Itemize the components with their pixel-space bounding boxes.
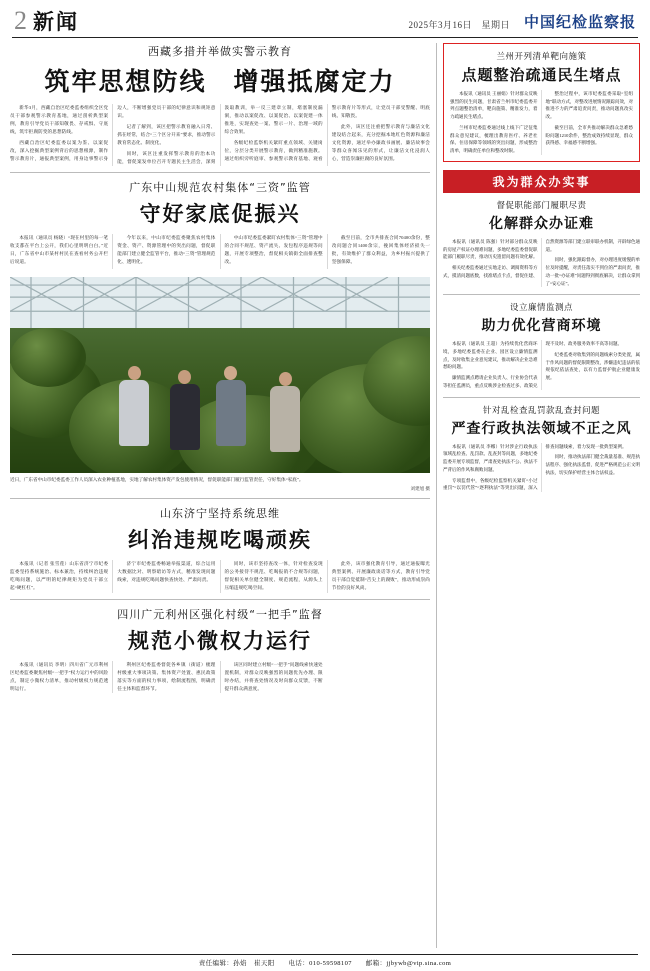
article-headline: 规范小微权力运行 — [128, 629, 312, 654]
page-content — [10, 43, 640, 948]
article-body — [443, 340, 640, 389]
person — [119, 366, 149, 446]
paragraph: 同时，该市坚持查改一体，针对检查发现的公务接待不规范、吃喝报销不合规等问题，督促相关单位健全制度、规范流程，从源头上压缩违规吃喝空间。 — [224, 561, 323, 591]
article-headline: 点题整治疏通民生堵点 — [461, 66, 622, 84]
photo-credit: 刘建旭 摄 — [410, 486, 430, 492]
page-number: 2 — [14, 6, 27, 35]
article-certificate-difficulty — [443, 199, 640, 287]
article-shoulder: 山东济宁坚持系统思维 — [160, 507, 280, 521]
article-shoulder: 兰州开列清单靶向施策 — [496, 52, 587, 62]
paragraph: 新华3月，西藏自治区纪委监委组织全区党员干部参观警示教育基地，通过剖析典型案例，教育引导党员干部知敬畏、存戒惧、守底线，筑牢拒腐防变的思想防线。 — [10, 105, 109, 135]
paragraph: 济宁市纪委监委畅通举报渠道，综合运用大数据比对、明察暗访等方式，精准发现问题线索，对违规吃喝问题快查快处、严肃问责。 — [117, 561, 216, 583]
paragraph: 本报讯（通讯员 李娜）针对涉企行政执法领域乱检查、乱罚款、乱查封等问题，多地纪委监委开展专项监督，严肃查处执法不公、执法不严背后的作风和腐败问题。 — [443, 443, 538, 472]
photo-caption: 近日，广东省中山市纪委监委工作人员深入农业种植基地，实地了解农村集体资产发包使用情况，督促职能部门履行监管责任，守好集体“家底”。 — [10, 477, 304, 483]
article-shoulder: 督促职能部门履职尽责 — [496, 200, 587, 211]
paragraph: 本报讯（通讯员 王超）为持续优化营商环境，多地纪委监委在企业、园区设立廉情监测点，及时收集企业意见建议，推动解决企业急难愁盼问题。 — [443, 341, 538, 370]
article-headline: 化解群众办证难 — [489, 215, 594, 232]
article-body — [10, 234, 430, 269]
article-headline: 筑牢思想防线 增强抵腐定力 — [44, 67, 396, 96]
divider — [10, 172, 430, 173]
plant — [10, 328, 86, 387]
paragraph: 截至目前，全市共排查合同70400余份，整改问题合同1400余宗，挽回集体经济损失一批，有效维护了群众利益，为乡村振兴提供了坚强保障。 — [331, 235, 430, 265]
article-headline: 守好家底促振兴 — [139, 202, 301, 227]
person — [170, 370, 200, 450]
article-body — [10, 661, 430, 693]
article-lizhou-village-power — [10, 606, 430, 693]
article-shoulder: 西藏多措并举做实警示教育 — [148, 45, 292, 58]
paragraph: 兰州市纪委监委通过线上线下广泛征集群众意见建议，梳理出教育医疗、养老社保、住房保障等领域的突出问题，形成整治清单，明确责任单位和整改时限。 — [450, 124, 538, 154]
paragraph: 本报讯（通讯员 王丽娟）针对群众反映强烈的民生问题，甘肃省兰州市纪委监委开列点题整治清单，靶向施策、精准发力，着力疏通民生堵点。 — [450, 91, 538, 120]
paper-logo: 中国纪检监察报 — [523, 13, 636, 31]
article-body — [450, 90, 633, 155]
left-column — [10, 43, 437, 948]
paragraph: 中山市纪委监委紧盯农村集体“三资”管理中的合同不规范、资产流失、发包程序违规等问题，开展专项整治，督促相关镇街全面排查整改。 — [224, 235, 323, 265]
divider — [443, 294, 640, 295]
article-body — [10, 560, 430, 593]
section-banner: 我为群众办实事 — [443, 170, 640, 193]
paragraph: 记者了解到，该区把警示教育融入日常、抓在经常，结合“三个区分开来”要求，推动警示教育常态化、制度化。 — [117, 124, 216, 146]
paragraph: 相关纪委监委通过实地走访、调阅资料等方式，摸清问题底数，找准堵点卡点，督促住建、自然资源等部门建立联审联办机制，开辟绿色通道。 — [443, 238, 640, 278]
article-tibet-warning-education — [10, 43, 430, 166]
article-body — [10, 104, 430, 166]
paragraph: 本报讯（通讯员 李明）四川省广元市利州区纪委监委聚焦村级“一把手”权力运行中的风险点，制定小微权力清单，推动村级权力规范透明运行。 — [10, 662, 109, 692]
article-jining-banquet — [10, 505, 430, 593]
paragraph: 西藏自治区纪委监委以案为鉴、以案促改，深入挖掘典型案例背后的思想根源，制作警示教育片，通报典型案例，用身边事警示身边人，不断增强党员干部的纪律意识和规矩意识。 — [10, 105, 216, 162]
right-column — [437, 43, 640, 948]
publication-date: 2025年3月16日 星期日 — [408, 20, 510, 30]
person — [270, 372, 300, 452]
masthead — [10, 0, 640, 34]
paragraph: 本报讯（通讯员 杨晓）“现在村里的每一笔收支都在平台上公开，我们心里明明白白。”近日，广东省中山市某村村民在查看村务公开栏后说道。 — [10, 235, 109, 265]
article-shoulder: 四川广元利州区强化村级“一把手”监督 — [117, 608, 323, 622]
person — [216, 366, 246, 446]
divider — [10, 599, 430, 600]
paragraph: 利州区纪委监委督促各乡镇（街道）梳理村级重大事项决策、集体资产处置、惠民政策落实等方面的权力事项，绘制流程图，明确责任主体和监督环节。 — [117, 662, 216, 692]
paragraph: 各级纪检监察机关紧盯重点领域、关键岗位，分层分类开展警示教育，做到精准施教。通过组织旁听庭审、参观警示教育基地、观看警示教育片等形式，让党员干部受警醒、明底线、知敬畏。 — [224, 105, 430, 162]
article-law-enforcement — [443, 404, 640, 492]
paragraph: 今年以来，中山市纪委监委聚焦农村集体资金、资产、资源管理中的突出问题，督促职能部门建立健全监管平台，推动“三资”管理规范化、透明化。 — [117, 235, 216, 265]
article-zhongshan-rural-assets — [10, 179, 430, 269]
paragraph: 该区同时建立村级“一把手”问题线索快速处置机制，对群众反映强烈的问题优先办理、限时办结，并将查处情况及时向群众反馈，不断提升群众满意度。 — [224, 662, 323, 692]
article-business-environment — [443, 301, 640, 389]
paragraph: 纪委监委对收集到的问题线索分类处置，属于作风问题的督促限期整改，涉嫌违纪违法的依规依纪依法查处，以有力监督护航企业健康发展。 — [545, 352, 640, 381]
article-body — [443, 238, 640, 287]
paragraph: 此外，该区还注重把警示教育与廉洁文化建设结合起来，充分挖掘本地红色资源和廉洁文化资源，通过举办廉政书画展、廉洁故事会等群众喜闻乐见的形式，让廉洁文化浸润人心，营造崇廉拒腐的良好氛围。 — [331, 124, 430, 162]
divider — [443, 397, 640, 398]
section-title: 新闻 — [33, 10, 79, 34]
paragraph: 本报讯（记者 张雪莲）山东省济宁市纪委监委坚持系统施治、标本兼治，持续纠治违规吃喝问题，以严明的纪律规矩为党员干部立起“硬杠杠”。 — [10, 561, 109, 591]
article-headline: 严查行政执法领域不正之风 — [451, 420, 632, 437]
paragraph: 专项监督中，各级纪检监察机关紧盯“小过重罚”“以罚代管”“逐利执法”等突出问题，深入排查问题线索，着力发现一批典型案例。 — [443, 443, 627, 491]
paragraph: 整治过程中，该市纪委监委采取“室组地”联动方式，对整改进展情况跟踪问效，对推进不力的严肃追责问责，推动问题真改实改。 — [545, 91, 633, 120]
paragraph: 同时，推动执法部门健全裁量基准、规范执法程序、强化执法监督，促进严格规范公正文明执法，切实保护经营主体合法权益。 — [545, 454, 640, 475]
article-headline: 助力优化营商环境 — [481, 318, 602, 335]
news-photo — [10, 277, 430, 473]
paragraph: 同时，该区注重发挥警示教育的治本功能，督促案发单位召开专题民主生活会，深刻汲取教训，举一反三建章立制，堵塞制度漏洞，推动以案促改、以案促治、以案促建一体推进，实现查处一案、警示一片、治理一域的综合效果。 — [117, 105, 323, 165]
article-body — [443, 443, 640, 492]
article-shoulder: 广东中山规范农村集体“三资”监管 — [129, 181, 311, 195]
article-shoulder: 针对乱检查乱罚款乱查封问题 — [482, 405, 600, 416]
paragraph: 同时，强化跟踪督办，对办理进度缓慢的单位及时提醒，对责任落实不到位的严肃问责，推动一批“办证难”问题得到彻底解决，让群众拿到了“安心证”。 — [545, 257, 640, 286]
paragraph: 截至目前，全市共推动解决群众急难愁盼问题1210余件，整治成效持续显现，群众获得感、幸福感不断增强。 — [545, 124, 633, 146]
paragraph: 廉情监测点聘请企业负责人、行业协会代表等担任监测员，重点反映涉企检查过多、政策兑现不及时、政务服务效率不高等问题。 — [443, 341, 622, 388]
page-footer: 责任编辑：孙焰 崔天阳 电话：010-59598107 邮箱：jjbywb@vip.sina.com — [12, 954, 638, 967]
paragraph: 此外，该市强化教育引导，通过通报曝光典型案例、开展廉政谈话等方式，教育引导党员干部自觉抵制“舌尖上的腐败”，推动形成崇尚节俭的良好风尚。 — [331, 561, 430, 591]
divider — [10, 498, 430, 499]
paragraph: 本报讯（通讯员 陈强）针对部分群众反映的房屋产权证办理难问题，多地纪委监委督促职能部门履职尽责，推动历史遗留问题有效化解。 — [443, 238, 538, 260]
masthead-rule — [12, 37, 638, 38]
article-lanzhou-livelihood-boxed — [443, 43, 640, 162]
article-headline: 纠治违规吃喝顽疾 — [128, 528, 312, 553]
article-shoulder: 设立廉情监测点 — [509, 303, 573, 314]
photo-block — [10, 277, 430, 492]
